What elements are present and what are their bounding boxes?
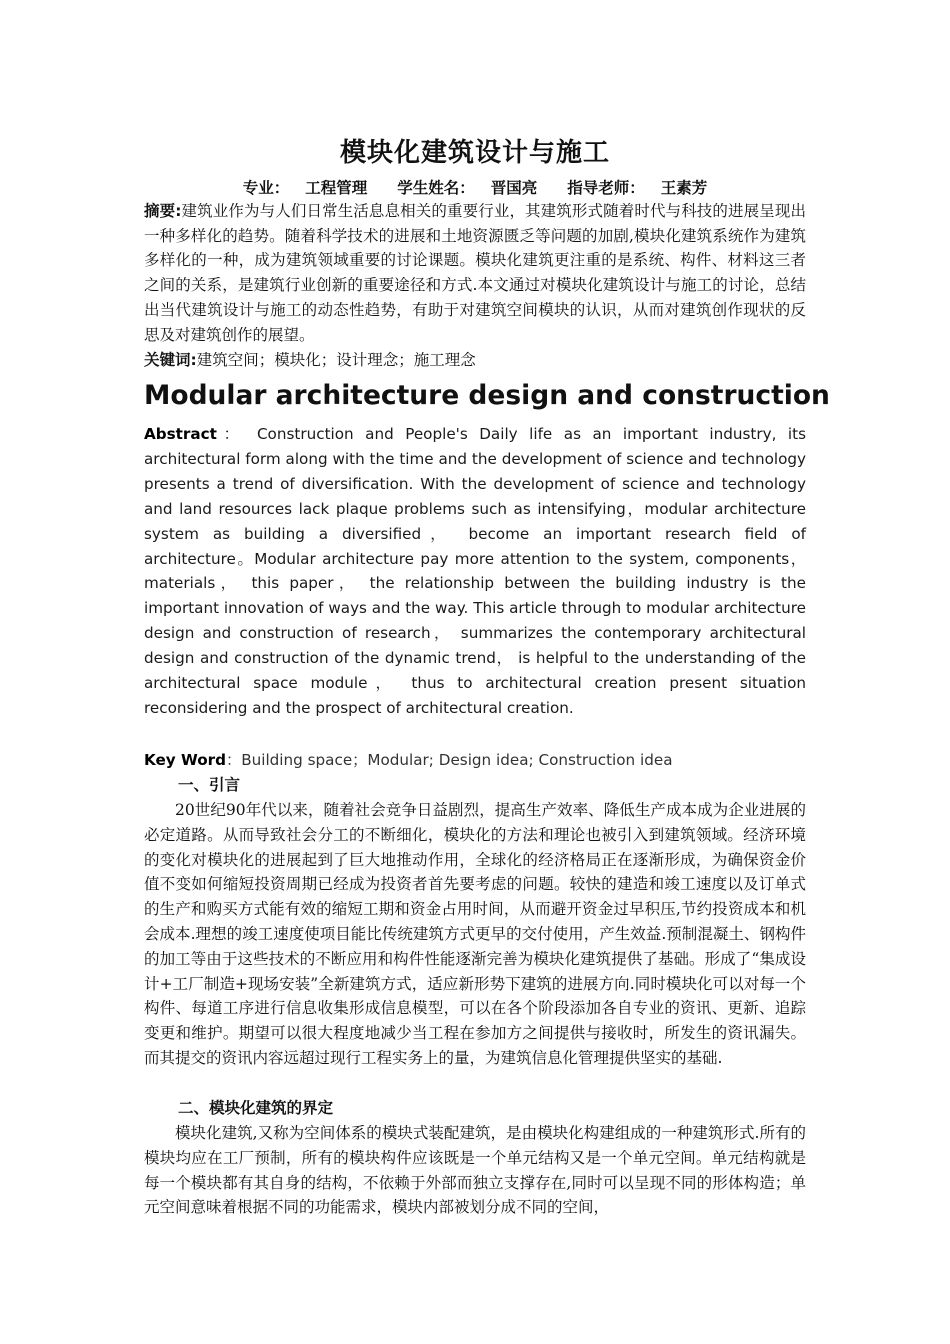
abstract-cn <box>144 199 806 347</box>
section-heading-definition: 二、模块化建筑的界定 <box>178 1099 334 1117</box>
student-label: 学生姓名： <box>397 179 475 197</box>
keywords-cn <box>144 348 806 373</box>
abstract-cn-text: 建筑业作为与人们日常生活息息相关的重要行业，其建筑形式随着时代与科技的进展呈现出一种多样化的趋势。随着科学技术的进展和土地资源匮乏等问题的加剧,模块化建筑系统作为建筑多样化的一种，成为建筑领域重要的讨论课题。模块化建筑更注重的是系统、构件、材料这三者之间的关系，是建筑行业创新的重要途径和方式.本文通过对模块化建筑设计与施工的讨论，总结出当代建筑设计与施工的动态性趋势，有助于对建筑空间模块的认识，从而对建筑创作现状的反思及对建筑创作的展望。 <box>144 202 806 344</box>
abstract-en <box>144 422 806 721</box>
advisor-name: 王素芳 <box>660 179 708 197</box>
major-label: 专业： <box>242 179 290 197</box>
major-value: 工程管理 <box>305 179 368 197</box>
keywords-cn-label: 关键词: <box>144 351 197 369</box>
abstract-en-colon: ： <box>216 425 246 443</box>
keywords-cn-text: 建筑空间；模块化；设计理念；施工理念 <box>196 351 476 369</box>
paper-title-en: Modular architecture design and construction <box>144 380 830 411</box>
abstract-cn-label: 摘要: <box>144 202 182 220</box>
keywords-en <box>144 748 806 772</box>
abstract-en-text: Construction and People's Daily life as an important industry, its architectural form along with the time and the development of science and technology presents a trend of diversification. With the development of science and technology and land resources lack plaque problems such as intensifying，modular architecture system as building a diversified， become an important research field of architecture。Modular architecture pay more attention to the system, components， materials， this paper， the relationship between the building industry is the important innovation of ways and the way. This article through to modular architecture design and construction of research， summarizes the contemporary architectural design and construction of the dynamic trend， is helpful to the understanding of the architectural space module， thus to architectural creation present situation reconsidering and the prospect of architectural creation. <box>144 425 807 717</box>
advisor-label: 指导老师： <box>567 179 645 197</box>
section-heading-intro: 一、引言 <box>178 776 241 794</box>
keywords-en-label: Key Word <box>144 751 226 769</box>
abstract-en-label: Abstract <box>144 425 217 443</box>
paper-title-cn: 模块化建筑设计与施工 <box>339 138 610 168</box>
section-intro-body: 20世纪90年代以来，随着社会竞争日益剧烈，提高生产效率、降低生产成本成为企业进展的必定道路。从而导致社会分工的不断细化，模块化的方法和理论也被引入到建筑领域。经济环境的变化对模块化的进展起到了巨大地推动作用，全球化的经济格局正在逐渐形成，为确保资金价值不变如何缩短投资周期已经成为投资者首先要考虑的问题。较快的建造和竣工速度以及订单式的生产和购买方式能有效的缩短工期和资金占用时间，从而避开资金过早积压,节约投资成本和机会成本.理想的竣工速度使项目能比传统建筑方式更早的交付使用，产生效益.预制混凝土、钢构件的加工等由于这些技术的不断应用和构件性能逐渐完善为模块化建筑提供了基础。形成了“集成设计+工厂制造+现场安装”全新建筑方式，适应新形势下建筑的进展方向.同时模块化可以对每一个构件、每道工序进行信息收集形成信息模型，可以在各个阶段添加各自专业的资讯、更新、追踪变更和维护。期望可以很大程度地减少当工程在参加方之间提供与接收时，所发生的资讯漏失。而其提交的资讯内容远超过现行工程实务上的量，为建筑信息化管理提供坚实的基础. <box>144 801 806 1067</box>
section-definition-body: 模块化建筑,又称为空间体系的模块式装配建筑，是由模块化构建组成的一种建筑形式.所有的模块均应在工厂预制，所有的模块构件应该既是一个单元结构又是一个单元空间。单元结构就是每一个模块都有其自身的结构，不依赖于外部而独立支撑存在,同时可以呈现不同的形体构造；单元空间意味着根据不同的功能需求，模块内部被划分成不同的空间， <box>144 1124 806 1217</box>
keywords-en-text: Building space；Modular; Design idea; Construction idea <box>241 751 673 769</box>
keywords-en-colon: ： <box>226 751 242 769</box>
author-meta <box>0 176 950 198</box>
student-name: 晋国亮 <box>490 179 538 197</box>
